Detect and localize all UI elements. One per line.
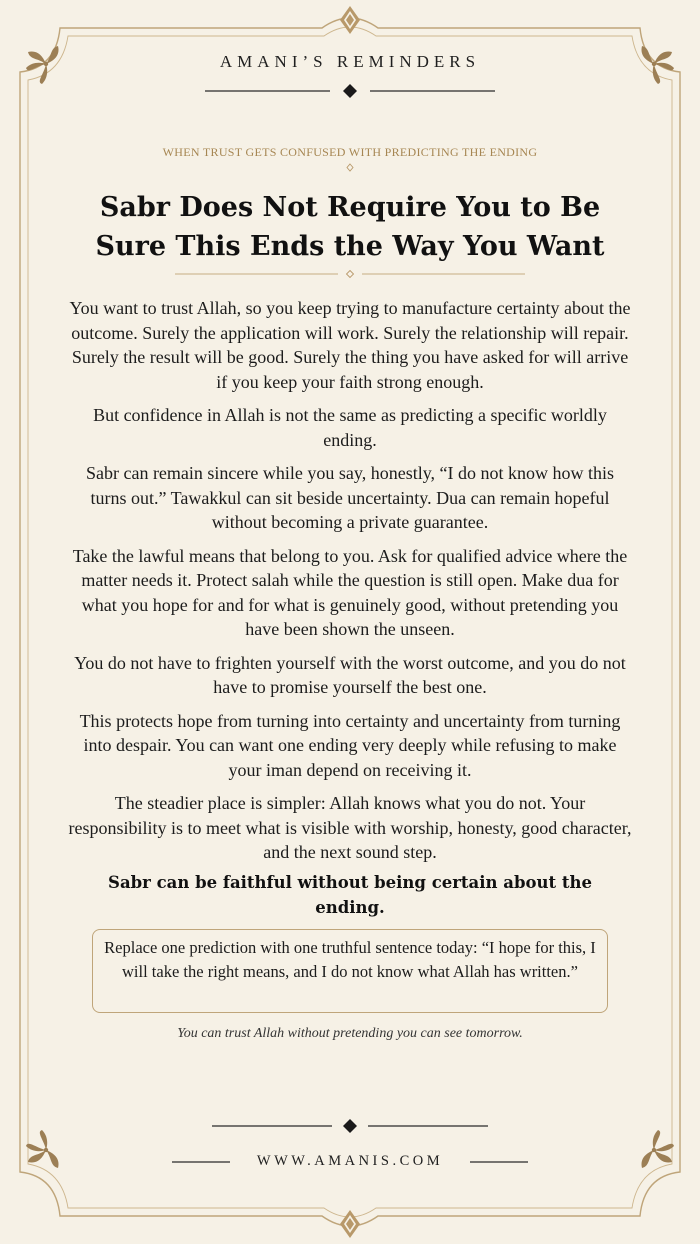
- paragraph: The steadier place is simpler: Allah knows what you do not. Your responsibility is to meet what is visible with worship, honesty, good character, and the next sound step.: [68, 793, 632, 862]
- kicker-label: WHEN TRUST GETS CONFUSED WITH PREDICTING THE ENDING: [162, 145, 538, 159]
- footer-divider: [212, 1119, 488, 1133]
- kicker-divider: [347, 164, 353, 171]
- small-diamond-icon: [347, 164, 353, 171]
- diamond-icon: [343, 1119, 357, 1133]
- paragraph: This protects hope from turning into certainty and uncertainty from turning into despair. You can want one ending very deeply while refusing to make your iman depend on receiving it.: [79, 710, 621, 780]
- paragraph: But confidence in Allah is not the same as predicting a specific worldly ending.: [93, 405, 607, 450]
- title-divider: [175, 271, 525, 278]
- bottom-diamond-icon: [340, 1210, 360, 1238]
- paragraph: Take the lawful means that belong to you. Ask for qualified advice where the matter needs it. Protect salah while the question is still open. Make dua for what you hope for and for what is genuinely good, without pretending you have been shown the unseen.: [72, 545, 628, 639]
- paragraph: You do not have to frighten yourself with the worst outcome, and you do not have to promise yourself the best one.: [74, 652, 626, 697]
- top-diamond-icon: [340, 6, 360, 34]
- practice-box: Replace one prediction with one truthful sentence today: “I hope for this, I will take the right means, and I do not know what Allah has written.”: [92, 929, 608, 1013]
- diamond-icon: [343, 84, 357, 98]
- emphasis-statement: Sabr can be faithful without being certain about the ending.: [108, 873, 592, 917]
- header-divider: [205, 84, 495, 98]
- paragraph: You want to trust Allah, so you keep trying to manufacture certainty about the outcome. Surely the application will work. Surely the relationship will repair. Surely the result will be good. Surely the thing you have asked for will arrive if you keep your faith strong enough.: [69, 298, 631, 392]
- paragraph: Sabr can remain sincere while you say, honestly, “I do not know how this turns out.” Tawakkul can sit beside uncertainty. Dua can remain hopeful without becoming a private guarantee.: [85, 463, 615, 532]
- small-diamond-icon: [347, 271, 354, 278]
- page-title: Sabr Does Not Require You to Be Sure This Ends the Way You Want: [95, 192, 605, 262]
- closing-line: You can trust Allah without pretending you can see tomorrow.: [177, 1026, 523, 1041]
- website-link[interactable]: WWW.AMANIS.COM: [256, 1153, 444, 1169]
- brand-name: AMANI’S REMINDERS: [219, 52, 481, 71]
- body-text: [68, 296, 632, 874]
